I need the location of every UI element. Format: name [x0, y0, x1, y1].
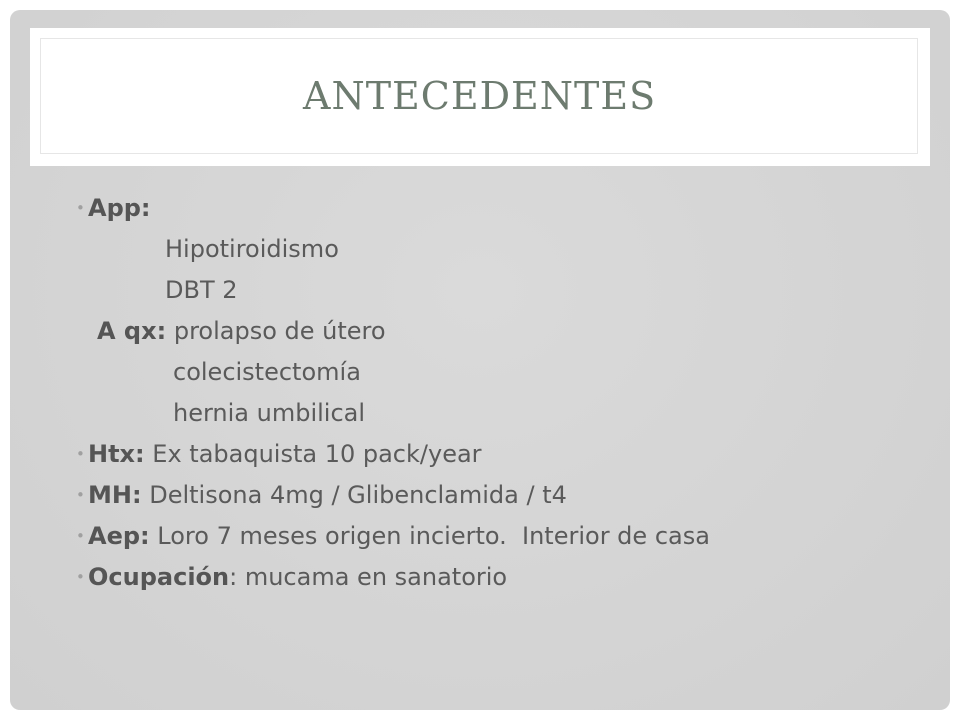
bullet-item-mh — [76, 475, 938, 516]
htx-label: Htx: — [88, 440, 145, 468]
bullet-item-htx — [76, 434, 938, 475]
ocupacion-value: : mucama en sanatorio — [229, 563, 508, 591]
bullet-icon: • — [76, 527, 85, 545]
aqx-item: hernia umbilical — [173, 399, 366, 427]
ocupacion-label: Ocupación — [88, 563, 230, 591]
aep-label: Aep: — [88, 522, 150, 550]
app-item: DBT 2 — [165, 276, 238, 304]
mh-label: MH: — [88, 481, 142, 509]
slide — [10, 10, 950, 710]
bullet-icon: • — [76, 199, 85, 217]
aqx-item: prolapso de útero — [173, 317, 386, 345]
aqx-item: colecistectomía — [173, 358, 361, 386]
bullet-icon: • — [76, 445, 85, 463]
mh-value: Deltisona 4mg / Glibenclamida / t4 — [149, 481, 567, 509]
app-item: Hipotiroidismo — [165, 235, 339, 263]
bullet-item-aep — [76, 516, 938, 557]
title-frame — [30, 28, 930, 166]
bullet-list — [76, 188, 938, 598]
bullet-item-app — [76, 188, 938, 229]
slide-title: ANTECEDENTES — [303, 74, 657, 118]
title-box — [40, 38, 918, 154]
bullet-item-ocupacion — [76, 557, 938, 598]
bullet-icon: • — [76, 486, 85, 504]
aqx-label: A qx: — [97, 317, 167, 345]
app-label: App: — [88, 194, 151, 222]
htx-value: Ex tabaquista 10 pack/year — [152, 440, 482, 468]
aep-value: Loro 7 meses origen incierto. Interior de casa — [157, 522, 710, 550]
aqx-line — [88, 311, 938, 352]
bullet-icon: • — [76, 568, 85, 586]
